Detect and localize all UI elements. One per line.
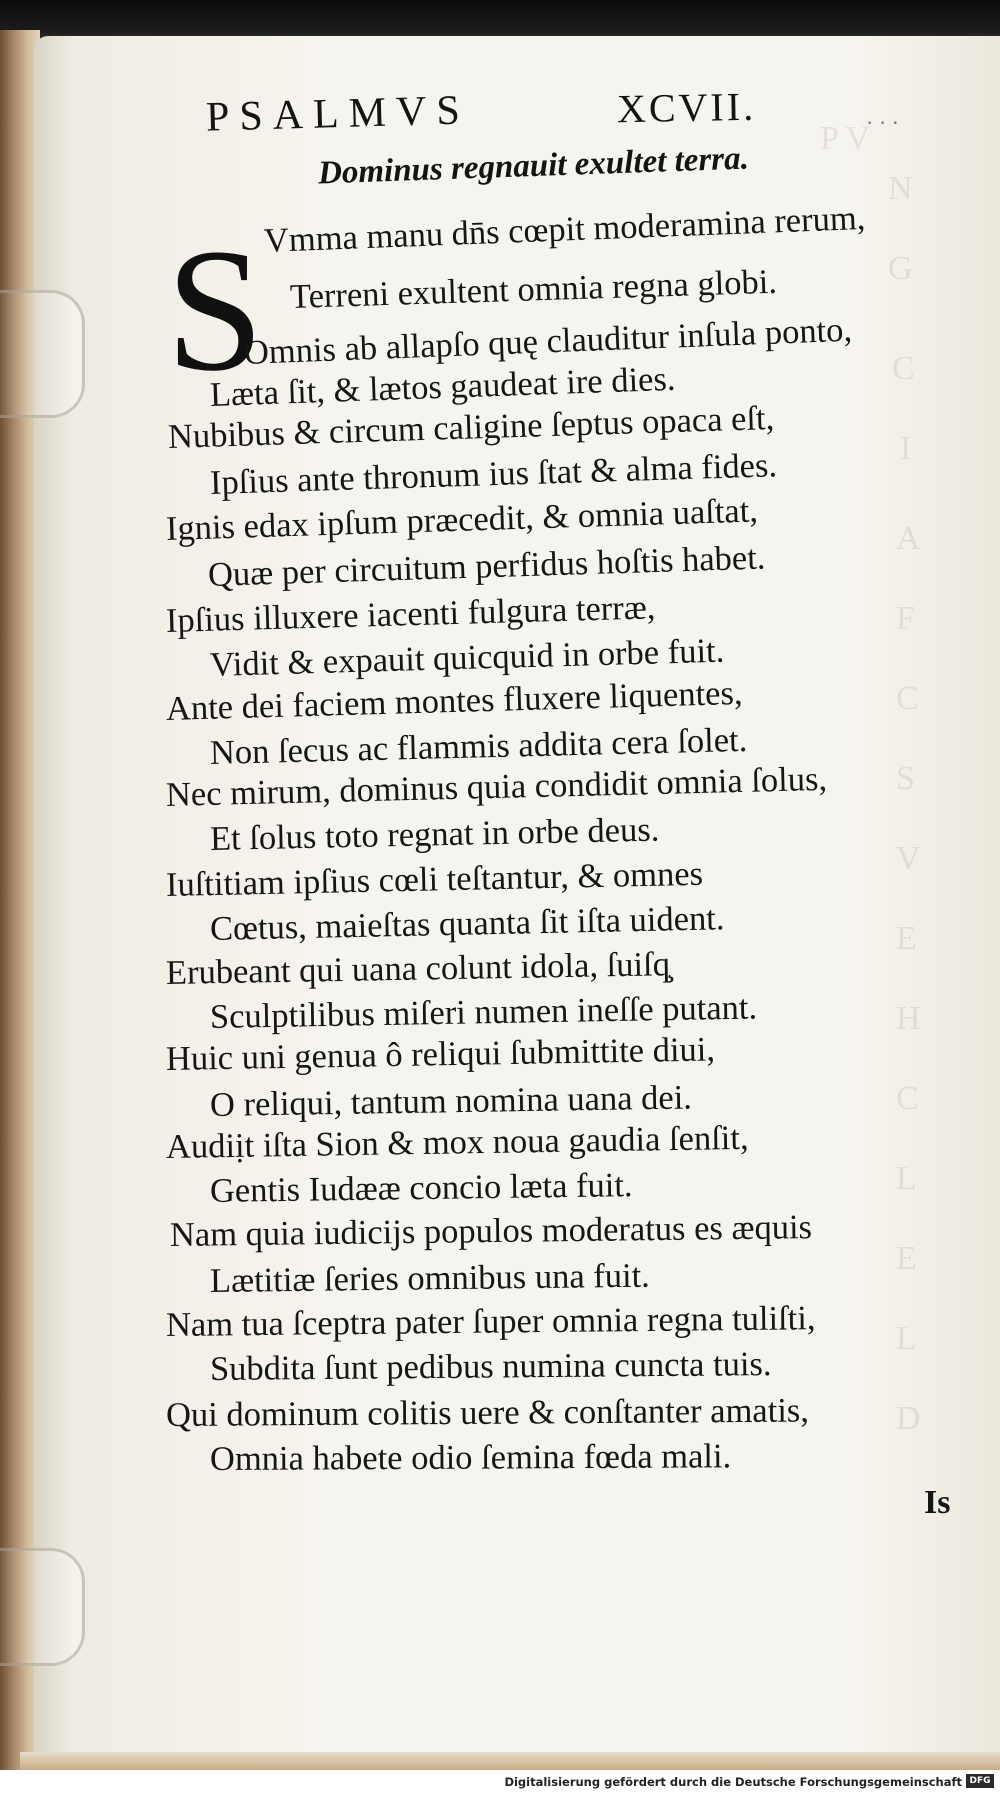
- verse-line: Ignis edax ipſum præcedit, & omnia uaſtat,: [165, 491, 759, 548]
- page-clip-top: [0, 290, 85, 418]
- verse-line: Gentis Iudææ concio læta fuit.: [209, 1166, 633, 1210]
- show-through-text: C: [892, 350, 915, 387]
- verse-line: Quæ per circuitum perfidus hoſtis habet.: [207, 538, 766, 594]
- dfg-logo: DFG: [966, 1774, 994, 1788]
- psalm-number: XCVII.: [616, 83, 757, 132]
- show-through-text: G: [888, 250, 913, 287]
- verse-line: Læta ſit, & lætos gaudeat ire dies.: [209, 359, 677, 414]
- show-through-text: F: [896, 600, 915, 637]
- running-title: PSALMVS: [205, 87, 471, 141]
- verse-line: Et ſolus toto regnat in orbe deus.: [209, 810, 660, 858]
- verse-line: Ante dei faciem montes fluxere liquentes,: [165, 673, 744, 728]
- verse-line: Lætitiæ ſeries omnibus una fuit.: [209, 1256, 651, 1300]
- verse-line: Ipſius ante thronum ius ſtat & alma fides.: [209, 446, 778, 502]
- show-through-text: I: [900, 430, 912, 467]
- show-through-text: V: [896, 840, 921, 877]
- show-through-text: D: [896, 1400, 921, 1437]
- verse-line: Vmma manu dn̄s cœpit moderamina rerum,: [263, 198, 866, 260]
- show-through-text: H: [896, 1000, 921, 1037]
- page-bottom-edge: [20, 1752, 1000, 1770]
- verse-line: Erubeant qui uana colunt idola, ſuiſq̧: [165, 945, 671, 992]
- show-through-text: C: [896, 680, 919, 717]
- show-through-text: L: [896, 1320, 917, 1357]
- verse-line: Nec mirum, dominus quia condidit omnia ſolus,: [165, 759, 828, 814]
- show-through-text: S: [896, 760, 915, 797]
- verse-line: Terreni exultent omnia regna globi.: [289, 262, 778, 316]
- verse-line: Qui dominum colitis uere & conſtanter amatis,: [165, 1391, 810, 1434]
- verse-line: Iuſtitiam ipſius cœli teſtantur, & omnes: [165, 854, 704, 904]
- verse-line: Omnia habete odio ſemina fœda mali.: [209, 1437, 732, 1478]
- show-through-text: C: [896, 1080, 919, 1117]
- ink-specks: · · ·: [866, 110, 899, 135]
- drop-cap-initial: S: [166, 213, 264, 408]
- verse-line: Nubibus & circum caligine ſeptus opaca eſt,: [167, 398, 775, 456]
- funding-credit: Digitalisierung gefördert durch die Deutsche Forschungsgemeinschaft: [504, 1775, 962, 1789]
- verse-line: Omnis ab allapſo quę clauditur inſula ponto,: [243, 310, 853, 372]
- verse-line: Cœtus, maieſtas quanta ſit iſta uident.: [209, 899, 725, 948]
- show-through-text: A: [896, 520, 921, 557]
- verse-line: Subdita ſunt pedibus numina cuncta tuis.: [209, 1345, 772, 1388]
- psalm-subtitle: Dominus regnauit exultet terra.: [317, 140, 750, 192]
- show-through-text: E: [896, 1240, 917, 1277]
- verse-line: Huic uni genua ô reliqui ſubmittite diui,: [165, 1030, 716, 1078]
- verse-line: Nam tua ſceptra pater ſuper omnia regna tuliſti,: [165, 1299, 816, 1344]
- verse-line: Audiịt iſta Sion & mox noua gaudia ſenſit,: [165, 1118, 749, 1166]
- verse-line: Ipſius illuxere iacenti fulgura terræ,: [165, 588, 656, 640]
- catchword: Is: [924, 1484, 951, 1521]
- page-clip-bottom: [0, 1548, 85, 1666]
- verse-line: Vidit & expauit quicquid in orbe fuit.: [209, 631, 725, 684]
- verse-line: Nam quia iudicijs populos moderatus es æquis: [169, 1208, 813, 1254]
- show-through-text: E: [896, 920, 917, 957]
- show-through-text: L: [896, 1160, 917, 1197]
- verse-line: Non ſecus ac flammis addita cera ſolet.: [209, 720, 748, 772]
- show-through-text: P V: [820, 120, 871, 157]
- verse-line: Sculptilibus miſeri numen ineſſe putant.: [209, 988, 758, 1036]
- verse-line: O reliqui, tantum nomina uana dei.: [209, 1078, 693, 1124]
- show-through-text: N: [888, 170, 913, 207]
